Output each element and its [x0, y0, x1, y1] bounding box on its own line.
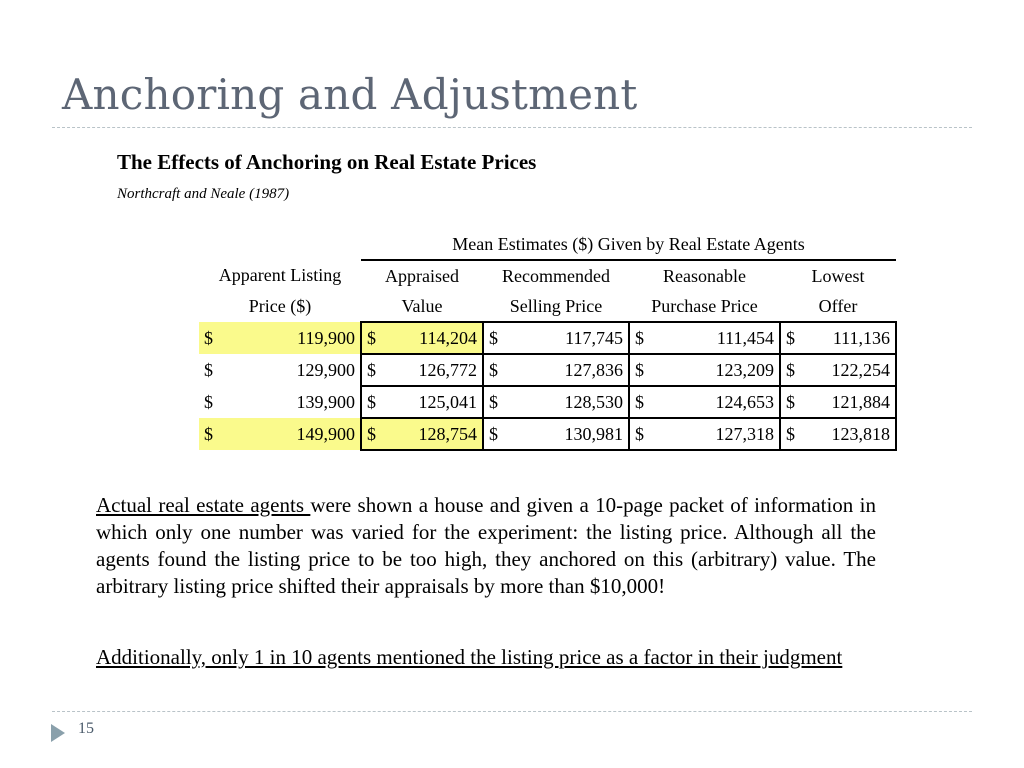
currency-symbol: $	[367, 391, 376, 412]
table-cell	[629, 386, 780, 418]
table-cell	[361, 418, 483, 450]
table-cell	[483, 354, 629, 386]
body-paragraph-1	[96, 492, 876, 600]
col-header-reasonable: Reasonable	[663, 265, 746, 286]
col-header-lowest-2: Offer	[818, 295, 858, 316]
triangle-right-icon	[51, 724, 65, 742]
table-cell	[199, 322, 361, 354]
table-cell	[629, 322, 780, 354]
header-row-2	[199, 291, 896, 322]
cell-value: 149,900	[296, 423, 355, 444]
col-header-lowest: Lowest	[811, 265, 865, 286]
table-cell	[780, 386, 896, 418]
empty-header-cell	[199, 229, 361, 260]
currency-symbol: $	[489, 359, 498, 380]
table-cell	[629, 418, 780, 450]
footer-divider	[52, 711, 972, 712]
col-header-listing: Apparent Listing	[218, 265, 342, 285]
currency-symbol: $	[367, 423, 376, 444]
cell-value: 124,653	[715, 391, 774, 412]
cell-value: 129,900	[296, 359, 355, 380]
page-number: 15	[78, 720, 94, 737]
cell-value: 123,209	[715, 359, 774, 380]
currency-symbol: $	[786, 359, 795, 380]
cell-value: 119,900	[297, 327, 355, 348]
col-header-appraised: Appraised	[385, 265, 459, 286]
table-cell	[199, 418, 361, 450]
table-cell	[199, 386, 361, 418]
table-cell	[483, 418, 629, 450]
cell-value: 111,454	[716, 327, 774, 348]
cell-value: 117,745	[565, 327, 623, 348]
cell-value: 139,900	[296, 391, 355, 412]
cell-value: 125,041	[418, 391, 477, 412]
currency-symbol: $	[204, 423, 213, 444]
currency-symbol: $	[786, 391, 795, 412]
table-body	[199, 322, 896, 450]
table-row	[199, 354, 896, 386]
group-header: Mean Estimates ($) Given by Real Estate Agents	[361, 229, 896, 260]
slide-title: Anchoring and Adjustment	[62, 70, 638, 119]
cell-value: 111,136	[832, 327, 890, 348]
currency-symbol: $	[204, 391, 213, 412]
col-header-recommended-2: Selling Price	[509, 295, 603, 316]
cell-value: 126,772	[418, 359, 477, 380]
cell-value: 122,254	[831, 359, 890, 380]
cell-value: 128,530	[564, 391, 623, 412]
table-cell	[361, 386, 483, 418]
table-row	[199, 386, 896, 418]
col-header-reasonable-2: Purchase Price	[651, 295, 758, 316]
table-cell	[780, 418, 896, 450]
col-header-appraised-2: Value	[401, 295, 443, 316]
table-cell	[629, 354, 780, 386]
currency-symbol: $	[635, 327, 644, 348]
currency-symbol: $	[635, 359, 644, 380]
currency-symbol: $	[367, 327, 376, 348]
currency-symbol: $	[786, 327, 795, 348]
body-paragraph-2: Additionally, only 1 in 10 agents mentioned the listing price as a factor in their judgment	[96, 645, 843, 669]
currency-symbol: $	[786, 423, 795, 444]
currency-symbol: $	[204, 359, 213, 380]
title-divider	[52, 127, 972, 128]
p1-text: were shown a house and given a 10-page packet of information in which only one number was varied for the experiment: the listing price. Although all the agents found the listing price to be too high, they anchored on this (arbitrary) value. The arbitrary listing price shifted their appraisals by more than $10,000!	[96, 493, 877, 598]
currency-symbol: $	[489, 423, 498, 444]
currency-symbol: $	[204, 327, 213, 348]
table-row	[199, 322, 896, 354]
citation: Northcraft and Neale (1987)	[117, 186, 290, 202]
header-row-1	[199, 260, 896, 291]
col-header-listing-2: Price ($)	[248, 296, 312, 316]
table-cell	[780, 354, 896, 386]
table-cell	[483, 386, 629, 418]
currency-symbol: $	[635, 391, 644, 412]
table-title: The Effects of Anchoring on Real Estate Prices	[117, 150, 537, 174]
table-cell	[199, 354, 361, 386]
currency-symbol: $	[367, 359, 376, 380]
table-cell	[483, 322, 629, 354]
cell-value: 130,981	[564, 423, 623, 444]
table-cell	[780, 322, 896, 354]
cell-value: 114,204	[419, 327, 477, 348]
currency-symbol: $	[489, 391, 498, 412]
cell-value: 127,836	[564, 359, 623, 380]
col-header-recommended: Recommended	[502, 265, 610, 286]
cell-value: 128,754	[418, 423, 477, 444]
table-row	[199, 418, 896, 450]
p1-underlined-text: Actual real estate agents	[96, 493, 311, 517]
table-cell	[361, 354, 483, 386]
group-header-row	[199, 229, 896, 260]
cell-value: 121,884	[831, 391, 890, 412]
currency-symbol: $	[635, 423, 644, 444]
table-cell	[361, 322, 483, 354]
cell-value: 123,818	[831, 423, 890, 444]
currency-symbol: $	[489, 327, 498, 348]
price-table	[199, 229, 897, 451]
cell-value: 127,318	[715, 423, 774, 444]
